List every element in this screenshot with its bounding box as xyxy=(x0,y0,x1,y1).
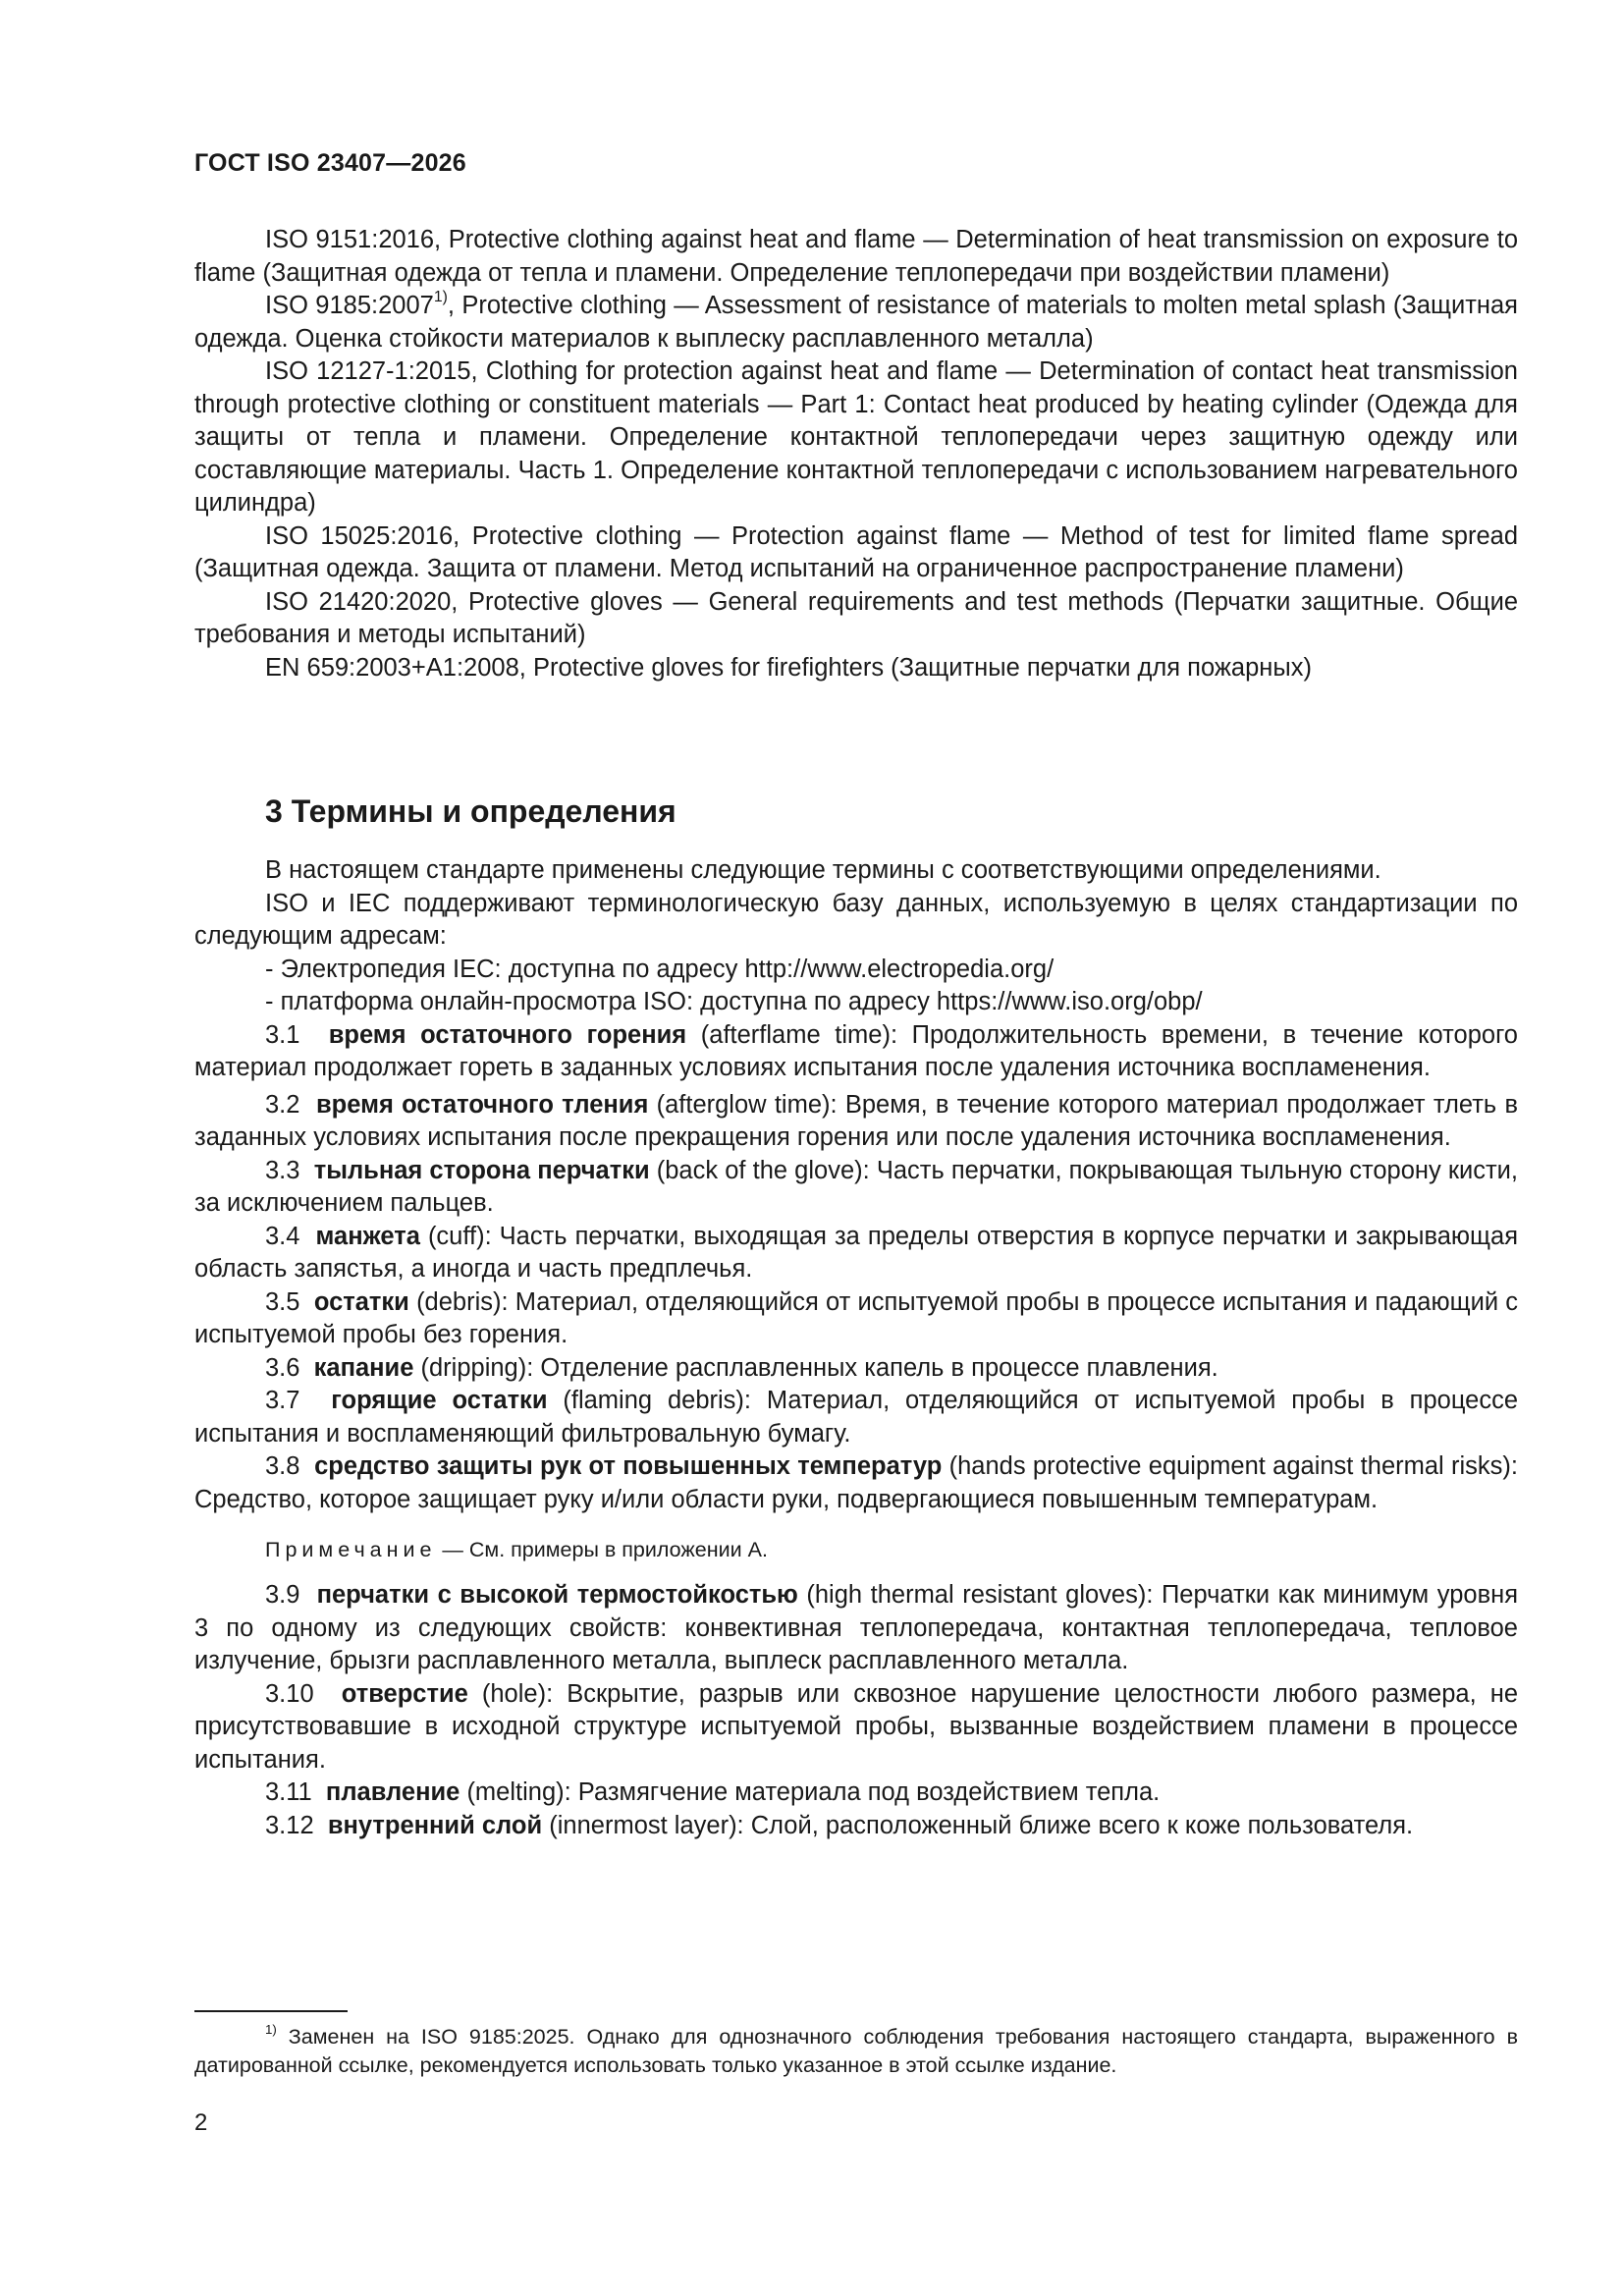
term-entry: 3.6 капание (dripping): Отделение расплавленных капель в процессе плавления. xyxy=(265,1353,1218,1382)
term-entry: 3.7 горящие остатки (flaming debris): Материал, отделяющийся от испытуемой пробы в процессе испытания и воспламеняющий фильтровальную бумагу. xyxy=(194,1387,1519,1448)
section-heading: 3 Термины и определения xyxy=(265,793,676,829)
term-entry: 3.5 остатки (debris): Материал, отделяющийся от испытуемой пробы в процессе испытания и падающий с испытуемой пробы без горения. xyxy=(194,1287,1519,1348)
normative-references-list xyxy=(194,224,1518,684)
term-entry: 3.11 плавление (melting): Размягчение материала под воздействием тепла. xyxy=(265,1778,1161,1806)
intro-paragraph: В настоящем стандарте применены следующие термины с соответствующими определениями. xyxy=(265,856,1381,884)
footnote-divider xyxy=(194,2010,348,2012)
term-entry: 3.8 средство защиты рук от повышенных температур (hands protective equipment against thermal risks): Средство, которое защищает руку и/или области руки, подвергающиеся повышенным температурам. xyxy=(194,1452,1519,1513)
reference-entry: ISO 15025:2016, Protective clothing — Protection against flame — Method of test for limited flame spread (Защитная одежда. Защита от пламени. Метод испытаний на ограниченное распространение пламени) xyxy=(194,521,1518,582)
note: Примечание — См. примеры в приложении А. xyxy=(265,1538,768,1561)
document-header: ГОСТ ISO 23407—2026 xyxy=(194,149,466,177)
note-label: Примечание xyxy=(265,1538,437,1561)
reference-entry: ISO 9185:2007$^{1)}$, Protective clothing — Assessment of resistance of materials to molten metal splash (Защитная одежда. Оценка стойкости материалов к выплеску расплавленного металла) xyxy=(194,289,1518,353)
footnote-marker: 1) xyxy=(433,289,448,306)
reference-entry: ISO 12127-1:2015, Clothing for protection against heat and flame — Determination of contact heat transmission through protective clothing or constituent materials — Part 1: Contact heat produced by heating cylinder (Одежда для защиты от тепла и пламени. Определение контактной теплопередачи через защитную одежду или составляющие материалы. Часть 1. Определение контактной теплопередачи с использованием нагревательного цилиндра) xyxy=(194,357,1518,517)
term-entry: 3.4 манжета (cuff): Часть перчатки, выходящая за пределы отверстия в корпусе перчатки и закрывающая область запястья, а иногда и часть предплечья. xyxy=(194,1222,1519,1283)
reference-entry: ISO 9151:2016, Protective clothing against heat and flame — Determination of heat transmission on exposure to flame (Защитная одежда от тепла и пламени. Определение теплопередачи при воздействии пламени) xyxy=(194,226,1519,287)
page-number: 2 xyxy=(194,2109,208,2136)
term-entry: 3.10 отверстие (hole): Вскрытие, разрыв или сквозное нарушение целостности любого размера, не присутствовавшие в исходной структуре испытуемой пробы, вызванные воздействием пламени в процессе испытания. xyxy=(194,1679,1519,1774)
term-entry: 3.9 перчатки с высокой термостойкостью (high thermal resistant gloves): Перчатки как минимум уровня 3 по одному из следующих свойств: конвективная теплопередача, контактная теплопередача, тепловое излучение, брызги расплавленного металла, выплеск расплавленного металла. xyxy=(194,1581,1519,1674)
term-entry: 3.1 время остаточного горения (afterflame time): Продолжительность времени, в течение которого материал продолжает гореть в заданных условиях испытания после удаления источника воспламенения. xyxy=(194,1020,1518,1081)
reference-entry: ISO 21420:2020, Protective gloves — General requirements and test methods (Перчатки защитные. Общие требования и методы испытаний) xyxy=(194,587,1518,648)
term-entry: 3.2 время остаточного тления (afterglow time): Время, в течение которого материал продолжает тлеть в заданных условиях испытания после прекращения горения или после удаления источника воспламенения. xyxy=(194,1090,1518,1151)
footnote: $^{1)}$ Заменен на ISO 9185:2025. Однако для однозначного соблюдения требования настоящего стандарта, выраженного в датированной ссылке, рекомендуется использовать только указанное в этой ссылке издание. xyxy=(194,2021,1518,2077)
reference-entry: EN 659:2003+A1:2008, Protective gloves for firefighters (Защитные перчатки для пожарных) xyxy=(265,653,1312,682)
list-item: - платформа онлайн-просмотра ISO: доступна по адресу https://www.iso.org/obp/ xyxy=(265,988,1203,1015)
intro-paragraph: ISO и IEC поддерживают терминологическую базу данных, используемую в целях стандартизации по следующим адресам: xyxy=(194,889,1518,950)
list-item: - Электропедия IEC: доступна по адресу http://www.electropedia.org/ xyxy=(265,955,1055,983)
footnote-marker: 1) xyxy=(265,2021,277,2037)
term-entry: 3.3 тыльная сторона перчатки (back of the glove): Часть перчатки, покрывающая тыльную сторону кисти, за исключением пальцев. xyxy=(194,1156,1519,1217)
terms-and-definitions xyxy=(194,854,1518,1842)
term-entry: 3.12 внутренний слой (innermost layer): Слой, расположенный ближе всего к коже пользователя. xyxy=(265,1811,1414,1839)
